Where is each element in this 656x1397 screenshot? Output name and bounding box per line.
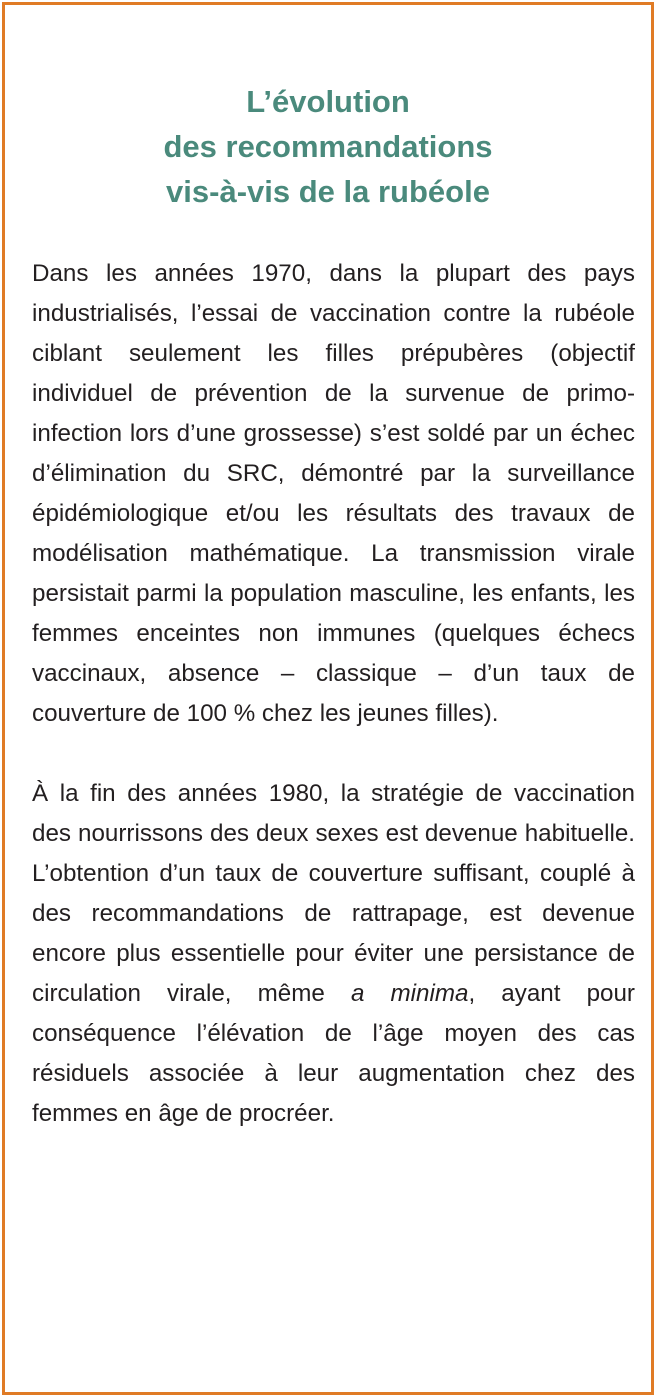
title-line-2: des recommandations (163, 129, 493, 164)
paragraph-2-part-1: À la fin des années 1980, la stratégie de vaccination des nourrissons des deux sexes est devenue habituelle. L’obtention d’un taux de couverture suffisant, couplé à des recommandations de rattrapage, est devenue encore plus essentielle pour éviter une persistance de circulation virale, même (32, 780, 635, 1007)
title-line-3: vis-à-vis de la rubéole (166, 174, 490, 209)
paragraph-2-part-2: , ayant pour conséquence l’élévation de l’âge moyen des cas résiduels associée à leur augmentation chez des femmes en âge de procréer. (32, 980, 635, 1127)
box-body (32, 254, 635, 1134)
paragraph-2-italic: a minima (350, 980, 469, 1007)
paragraph-2 (32, 774, 635, 1134)
box-title (5, 79, 651, 214)
paragraph-1: Dans les années 1970, dans la plupart des pays industrialisés, l’essai de vaccination contre la rubéole ciblant seulement les filles prépubères (objectif individuel de prévention de la survenue de primo-infection lors d’une grossesse) s’est soldé par un échec d’élimination du SRC, démontré par la surveillance épidémiologique et/ou les résultats des travaux de modélisation mathématique. La transmission virale persistait parmi la population masculine, les enfants, les femmes enceintes non immunes (quelques échecs vaccinaux, absence – classique – d’un taux de couverture de 100 % chez les jeunes filles). (32, 260, 635, 727)
info-box (2, 2, 654, 1395)
title-line-1: L’évolution (246, 84, 410, 119)
